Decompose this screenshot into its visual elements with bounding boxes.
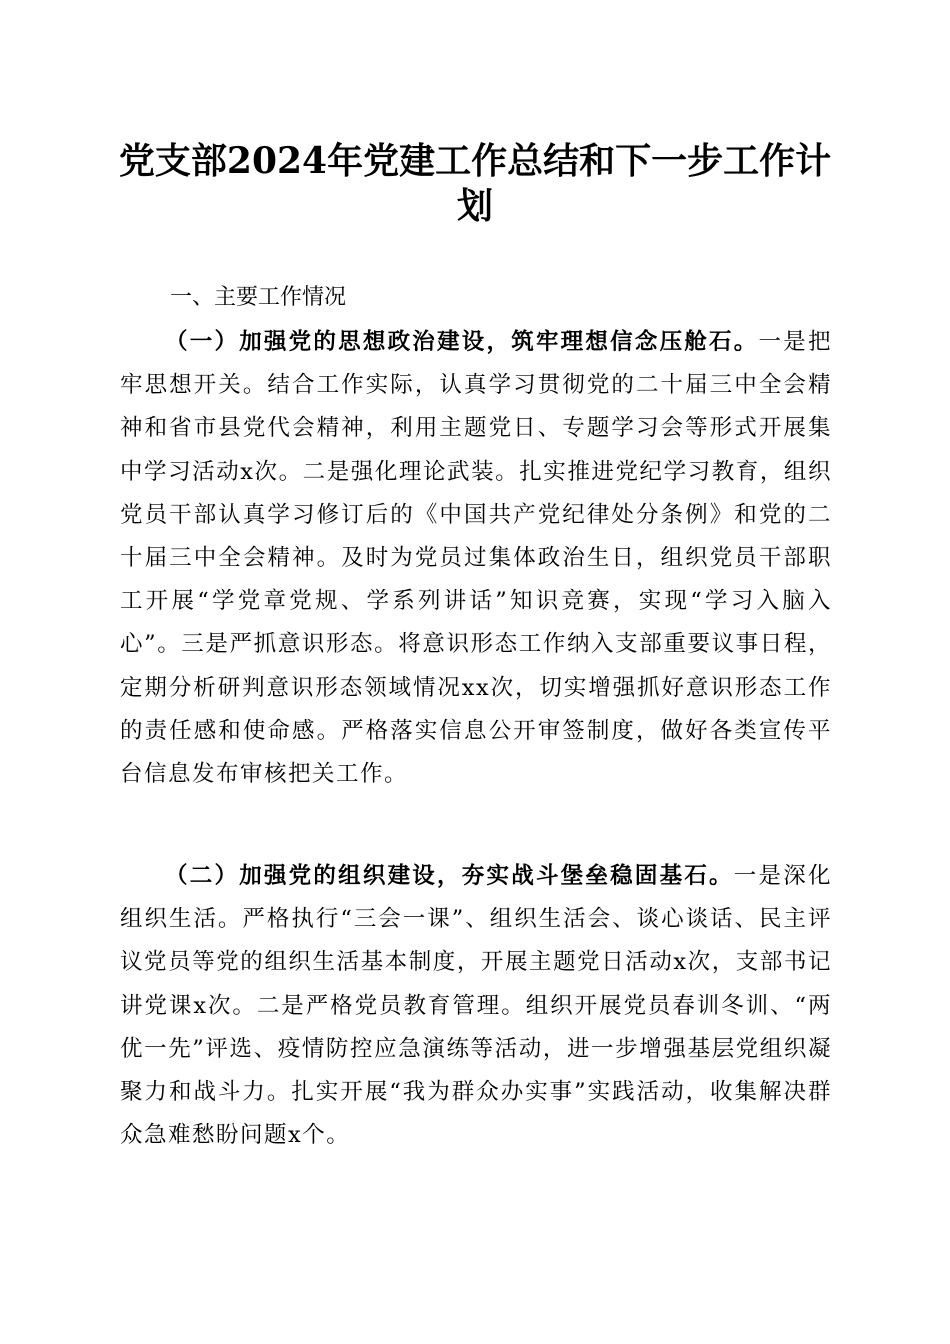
document-title-line-2: 划 <box>456 185 493 227</box>
paragraph-ideological-heading: （一）加强党的思想政治建设，筑牢理想信念压舱石。 <box>165 329 759 355</box>
paragraph-ideological-building <box>120 321 832 796</box>
document-title-line-1: 党支部2024年党建工作总结和下一步工作计 <box>118 140 832 182</box>
paragraph-ideological-body: 一是把牢思想开关。结合工作实际，认真学习贯彻党的二十届三中全会精神和省市县党代会精神，利用主题党日、专题学习会等形式开展集中学习活动x次。二是强化理论武装。扎实推进党纪学习教育，组织党员干部认真学习修订后的《中国共产党纪律处分条例》和党的二十届三中全会精神。及时为党员过集体政治生日，组织党员干部职工开展“学党章党规、学系列讲话”知识竞赛，实现“学习入脑入心”。三是严抓意识形态。将意识形态工作纳入支部重要议事日程，定期分析研判意识形态领域情况xx次，切实增强抓好意识形态工作的责任感和使命感。严格落实信息公开审签制度，做好各类宣传平台信息发布审核把关工作。 <box>120 329 832 788</box>
section-heading-main-work: 一、主要工作情况 <box>170 285 347 310</box>
paragraph-organizational-heading: （二）加强党的组织建设，夯实战斗堡垒稳固基石。 <box>165 863 734 889</box>
paragraph-organizational-building <box>120 855 832 1157</box>
paragraph-organizational-body: 一是深化组织生活。严格执行“三会一课”、组织生活会、谈心谈话、民主评议党员等党的组织生活基本制度，开展主题党日活动x次，支部书记讲党课x次。二是严格党员教育管理。组织开展党员春训冬训、“两优一先”评选、疫情防控应急演练等活动，进一步增强基层党组织凝聚力和战斗力。扎实开展“我为群众办实事”实践活动，收集解决群众急难愁盼问题x个。 <box>120 863 832 1149</box>
